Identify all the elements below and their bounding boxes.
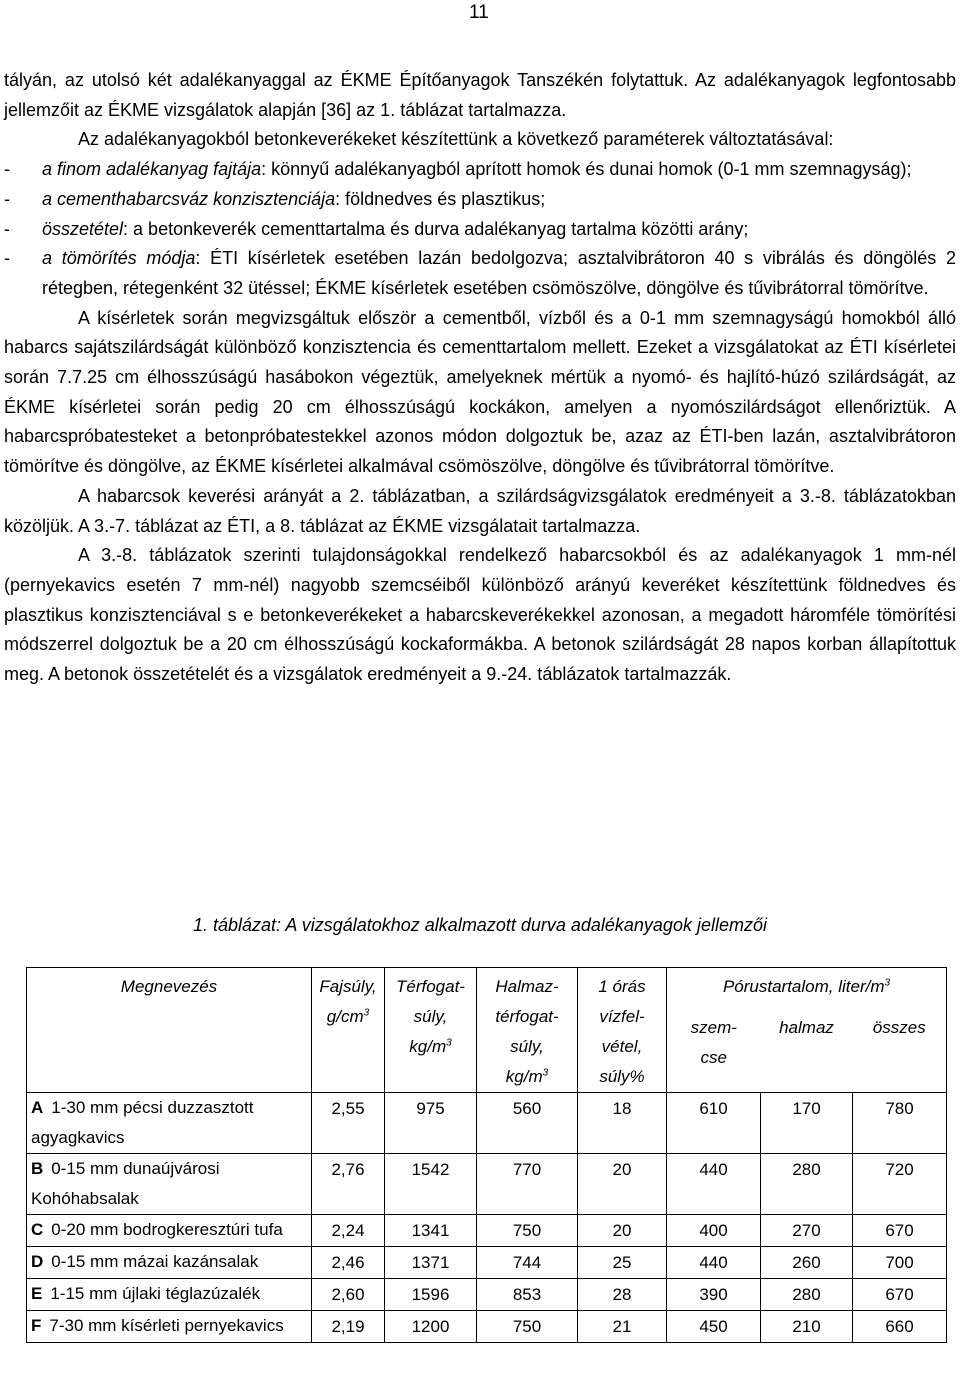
cell-osszes: 700	[853, 1247, 947, 1279]
list-item-text	[42, 215, 956, 245]
cell-szemcse: 440	[667, 1154, 761, 1215]
row-name-cell	[27, 1247, 312, 1279]
header-terfogat: Térfogat- súly, $kg/m^3$	[385, 968, 477, 1093]
row-name-cell	[27, 1311, 312, 1343]
cell-oras: 20	[578, 1154, 667, 1215]
table-row	[27, 1215, 947, 1247]
list-item	[4, 155, 956, 185]
body-text	[4, 66, 956, 690]
list-item-term: összetétel	[42, 218, 124, 239]
row-letter: E	[31, 1284, 43, 1303]
row-letter: F	[31, 1316, 42, 1335]
list-item	[4, 185, 956, 215]
header-szemcse: szem- cse	[667, 1013, 761, 1093]
cell-osszes: 660	[853, 1311, 947, 1343]
cell-terfogat: 1341	[385, 1215, 477, 1247]
list-dash: -	[4, 188, 10, 209]
row-name: 0-15 mm dunaújvárosi Kohóhabsalak	[31, 1159, 220, 1208]
list-item-rest: : könnyű adalékanyagból aprított homok és dunai homok (0-1 mm szemnagyság);	[261, 159, 912, 180]
cell-oras: 20	[578, 1215, 667, 1247]
table-header-row	[27, 968, 947, 1013]
table-row	[27, 1279, 947, 1311]
table-row	[27, 1247, 947, 1279]
cell-fajsuly: 2,19	[312, 1311, 385, 1343]
cell-terfogat: 1542	[385, 1154, 477, 1215]
list-item-term: a finom adalékanyag fajtája	[42, 159, 262, 180]
list-item-rest: : földnedves és plasztikus;	[335, 188, 546, 209]
list-item-term: a tömörítés módja	[42, 248, 196, 269]
cell-halmaz: 853	[477, 1279, 578, 1311]
row-name: 0-15 mm mázai kazánsalak	[51, 1252, 259, 1271]
cell-halmaz: 750	[477, 1311, 578, 1343]
cell-fajsuly: 2,55	[312, 1093, 385, 1154]
cell-szemcse: 390	[667, 1279, 761, 1311]
cell-oras: 28	[578, 1279, 667, 1311]
list-item	[4, 244, 956, 303]
cell-halmaz: 750	[477, 1215, 578, 1247]
cell-szemcse: 400	[667, 1215, 761, 1247]
cell-terfogat: 1200	[385, 1311, 477, 1343]
row-name: 7-30 mm kísérleti pernyekavics	[49, 1316, 284, 1335]
row-name: 1-15 mm újlaki téglazúzalék	[50, 1284, 261, 1303]
header-fajsuly: Fajsúly, $g/cm^3$	[312, 968, 385, 1093]
list-item-text	[42, 155, 956, 185]
list-item-rest: : a betonkeverék cementtartalma és durva adalékanyag tartalma közötti arány;	[123, 218, 749, 239]
header-porustartalom: Pórustartalom, liter/$m^3$	[667, 968, 947, 1013]
row-letter: C	[31, 1220, 44, 1239]
cell-osszes: 780	[853, 1093, 947, 1154]
table-row	[27, 1154, 947, 1215]
cell-halmaz: 560	[477, 1093, 578, 1154]
paragraph-1: tályán, az utolsó két adalékanyaggal az ÉKME Építőanyagok Tanszékén folytattuk. Az adalékanyagok legfontosabb jellemzőit az ÉKME vizsgálatok alapján [36] az 1. táblázat tartalmazza.	[4, 70, 956, 120]
list-dash: -	[4, 218, 10, 239]
cell-fajsuly: 2,24	[312, 1215, 385, 1247]
cell-phalmaz: 280	[761, 1279, 853, 1311]
table-body	[27, 1093, 947, 1343]
cell-terfogat: 1596	[385, 1279, 477, 1311]
cell-phalmaz: 270	[761, 1215, 853, 1247]
list-item	[4, 215, 956, 245]
row-name: 0-20 mm bodrogkeresztúri tufa	[51, 1220, 283, 1239]
row-name-cell	[27, 1093, 312, 1154]
cell-oras: 21	[578, 1311, 667, 1343]
list-item-text	[42, 244, 956, 303]
cell-szemcse: 440	[667, 1247, 761, 1279]
cell-osszes: 720	[853, 1154, 947, 1215]
cell-osszes: 670	[853, 1215, 947, 1247]
cell-terfogat: 975	[385, 1093, 477, 1154]
paragraph-5: A 3.-8. táblázatok szerinti tulajdonságokkal rendelkező habarcsokból és az adalékanyagok 1 mm-nél (pernyekavics esetén 7 mm-nél) nagyobb szemcséiből különböző arányú keveréket készítettünk földnedves és plasztikus konzisztenciával s e betonkeverékeket a habarcskeverékekkel azonosan, a megadott háromféle tömörítési módszerrel dolgoztuk be a 20 cm élhosszúságú kockaformákba. A betonok szilárdságát 28 napos korban állapítottuk meg. A betonok összetételét és a vizsgálatok eredményeit a 9.-24. táblázatok tartalmazzák.	[4, 545, 956, 685]
row-name: 1-30 mm pécsi duzzasztott agyagkavics	[31, 1098, 254, 1147]
cell-oras: 18	[578, 1093, 667, 1154]
row-name-cell	[27, 1279, 312, 1311]
table-row	[27, 1093, 947, 1154]
list-item-rest: : ÉTI kísérletek esetében lazán bedolgozva; asztalvibrátoron 40 s vibrálás és döngölés 2 rétegben, rétegenként 32 ütéssel; ÉKME kísérletek esetében csömöszölve, döngölve és tűvibrátorral tömörítve.	[42, 248, 956, 298]
row-letter: D	[31, 1252, 44, 1271]
header-halmaz-terfogat: Halmaz- térfogat- súly, $kg/m^3$	[477, 968, 578, 1093]
cell-halmaz: 744	[477, 1247, 578, 1279]
row-letter: B	[31, 1159, 44, 1178]
cell-terfogat: 1371	[385, 1247, 477, 1279]
cell-phalmaz: 170	[761, 1093, 853, 1154]
cell-szemcse: 450	[667, 1311, 761, 1343]
table-caption: 1. táblázat: A vizsgálatokhoz alkalmazott durva adalékanyagok jellemzői	[193, 915, 767, 935]
cell-oras: 25	[578, 1247, 667, 1279]
cell-osszes: 670	[853, 1279, 947, 1311]
parameter-list	[4, 155, 956, 304]
list-dash: -	[4, 159, 10, 180]
paragraph-4: A habarcsok keverési arányát a 2. táblázatban, a szilárdságvizsgálatok eredményeit a 3.-8. táblázatokban közöljük. A 3.-7. táblázat az ÉTI, a 8. táblázat az ÉKME vizsgálatait tartalmazza.	[4, 485, 956, 536]
cell-phalmaz: 260	[761, 1247, 853, 1279]
cell-phalmaz: 210	[761, 1311, 853, 1343]
header-osszes: összes	[853, 1013, 947, 1093]
list-item-term: a cementhabarcsváz konzisztenciája	[42, 188, 336, 209]
list-item-text	[42, 185, 956, 215]
cell-szemcse: 610	[667, 1093, 761, 1154]
header-vizfelvetel: 1 órás vízfel- vétel, súly%	[578, 968, 667, 1093]
header-name: Megnevezés	[27, 968, 312, 1093]
row-letter: A	[31, 1098, 44, 1117]
page-number: 11	[469, 2, 489, 23]
paragraph-2: Az adalékanyagokból betonkeverékeket készítettünk a következő paraméterek változtatásával:	[78, 129, 834, 150]
cell-halmaz: 770	[477, 1154, 578, 1215]
row-name-cell	[27, 1215, 312, 1247]
paragraph-3: A kísérletek során megvizsgáltuk először a cementből, vízből és a 0-1 mm szemnagyságú homokból álló habarcs sajátszilárdságát különböző konzisztencia és cementtartalom mellett. Ezeket a vizsgálatokat az ÉTI kísérletei során 7.7.25 cm élhosszúságú hasábokon végeztük, amelyeknek mértük a nyomó- és hajlító-húzó szilárdságát, az ÉKME kísérletei során pedig 20 cm élhosszúságú kockákon, amelyen a nyomószilárdságot ellenőriztük. A habarcspróbatesteket a betonpróbatestekkel azonos módon dolgoztuk be, azaz az ÉTI-ben lazán, asztalvibrátoron tömörítve és döngölve, az ÉKME kísérletei alkalmával csömöszölve, döngölve és tűvibrátorral tömörítve.	[4, 307, 956, 477]
cell-fajsuly: 2,46	[312, 1247, 385, 1279]
aggregate-table	[26, 967, 947, 1343]
cell-fajsuly: 2,76	[312, 1154, 385, 1215]
row-name-cell	[27, 1154, 312, 1215]
cell-fajsuly: 2,60	[312, 1279, 385, 1311]
header-halmaz: halmaz	[761, 1013, 853, 1093]
table-row	[27, 1311, 947, 1343]
cell-phalmaz: 280	[761, 1154, 853, 1215]
list-dash: -	[4, 248, 10, 269]
